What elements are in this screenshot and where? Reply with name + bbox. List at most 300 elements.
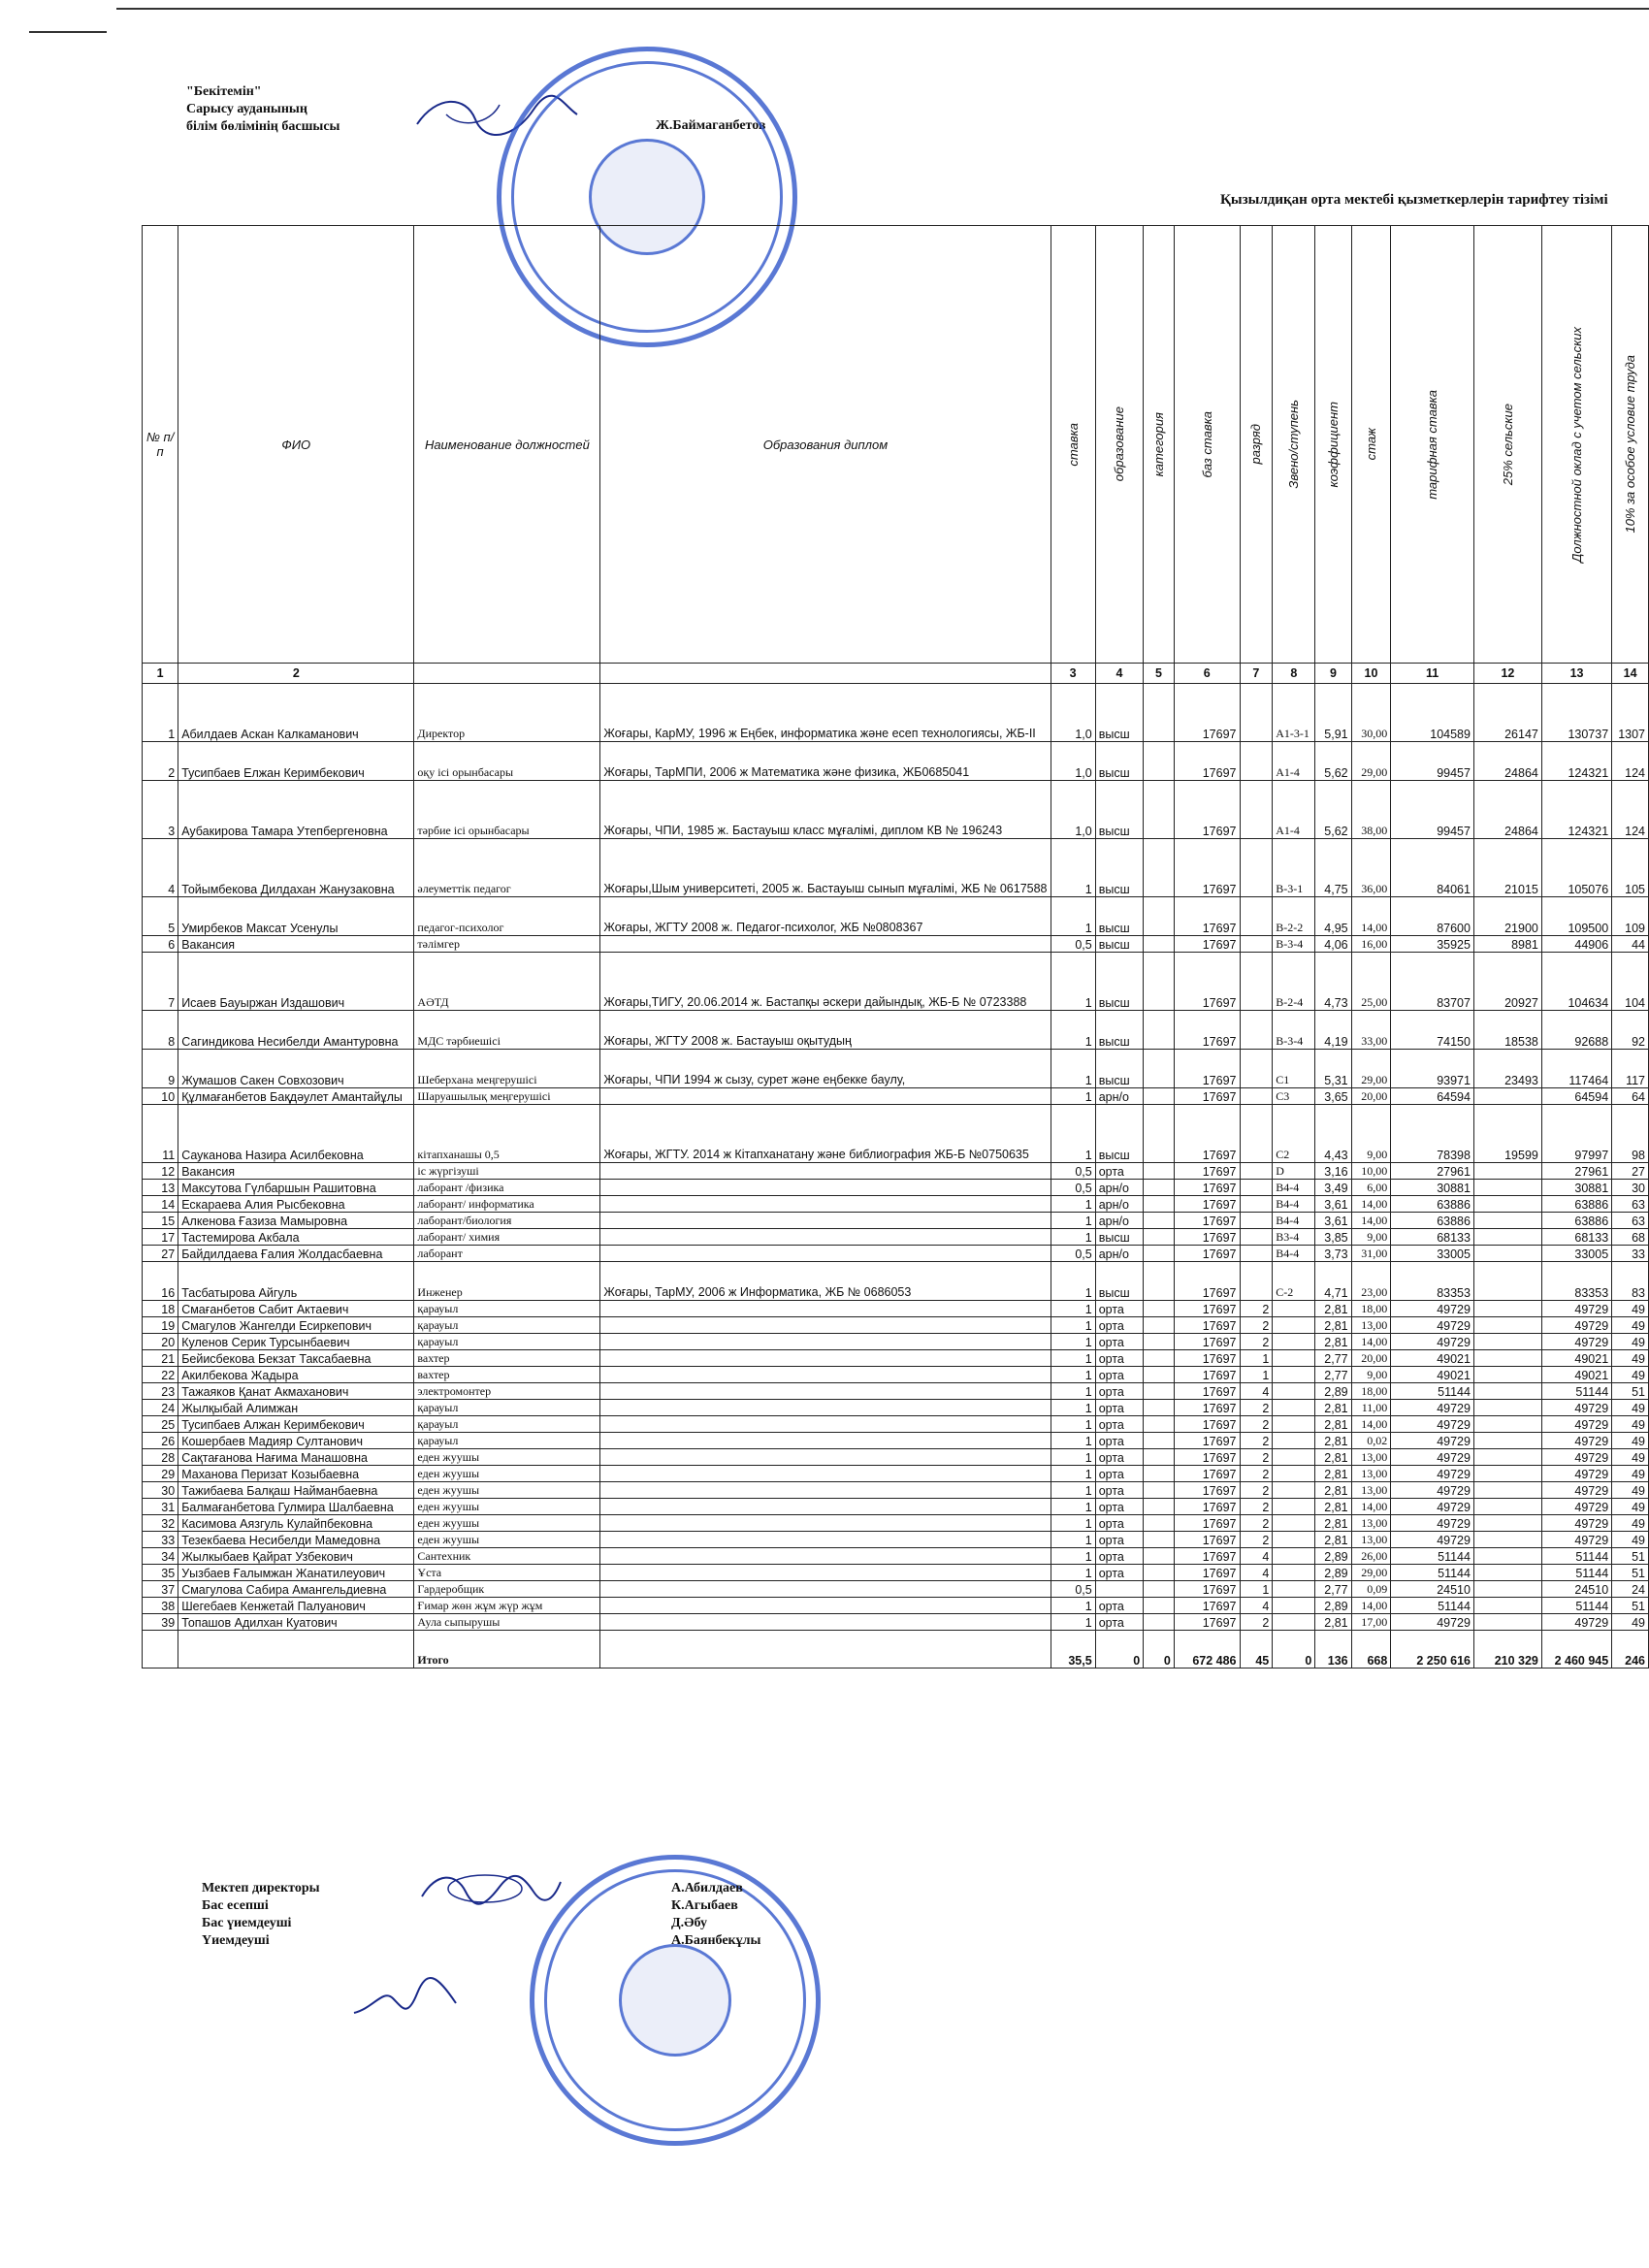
colnum-empty [600, 664, 1051, 684]
row-zveno: В-3-1 [1273, 839, 1315, 897]
row-baz-stavka: 17697 [1174, 897, 1240, 936]
signer-role: Мектеп директоры [202, 1881, 320, 1895]
row-zveno [1273, 1581, 1315, 1598]
row-usloviya: 49 [1612, 1317, 1649, 1334]
row-stavka: 1 [1051, 1350, 1095, 1367]
row-baz-stavka: 17697 [1174, 1367, 1240, 1383]
row-position: іс жүргізуші [414, 1163, 600, 1180]
row-selskie [1473, 1548, 1541, 1565]
row-stazh: 18,00 [1351, 1383, 1391, 1400]
row-usloviya: 117 [1612, 1050, 1649, 1088]
row-education [600, 1499, 1051, 1515]
row-stazh: 11,00 [1351, 1400, 1391, 1416]
row-obrazovanie: высш [1095, 684, 1144, 742]
row-education [600, 1383, 1051, 1400]
row-baz-stavka: 17697 [1174, 1213, 1240, 1229]
row-baz-stavka: 17697 [1174, 953, 1240, 1011]
row-selskie: 20927 [1473, 953, 1541, 1011]
row-stavka: 1 [1051, 897, 1095, 936]
row-kategoria [1144, 1317, 1175, 1334]
row-zveno [1273, 1499, 1315, 1515]
row-stavka: 1 [1051, 1262, 1095, 1301]
row-fio: Акилбекова Жадыра [178, 1367, 414, 1383]
row-stazh: 13,00 [1351, 1317, 1391, 1334]
row-position: қарауыл [414, 1317, 600, 1334]
row-koef: 3,73 [1315, 1246, 1351, 1262]
top-rule [116, 8, 1649, 10]
row-fio: Шегебаев Кенжетай Палуанович [178, 1598, 414, 1614]
row-stazh: 6,00 [1351, 1180, 1391, 1196]
row-stazh: 14,00 [1351, 1334, 1391, 1350]
row-selskie [1473, 1301, 1541, 1317]
row-usloviya: 124 [1612, 781, 1649, 839]
table-row [143, 1598, 1649, 1614]
row-stavka: 0,5 [1051, 1581, 1095, 1598]
row-education [600, 1213, 1051, 1229]
row-stavka: 1 [1051, 1105, 1095, 1163]
row-stazh: 9,00 [1351, 1367, 1391, 1383]
row-fio: Смагулова Сабира Амангельдиевна [178, 1581, 414, 1598]
row-usloviya: 49 [1612, 1350, 1649, 1367]
row-education [600, 1581, 1051, 1598]
row-selskie: 21900 [1473, 897, 1541, 936]
colnum-13: 13 [1541, 664, 1611, 684]
row-oklad: 49021 [1541, 1350, 1611, 1367]
row-stazh: 9,00 [1351, 1105, 1391, 1163]
row-usloviya: 68 [1612, 1229, 1649, 1246]
row-kategoria [1144, 1383, 1175, 1400]
row-tarif: 49729 [1391, 1532, 1474, 1548]
row-zveno: В-3-4 [1273, 936, 1315, 953]
row-position: еден жуушы [414, 1449, 600, 1466]
row-tarif: 83707 [1391, 953, 1474, 1011]
table-row [143, 1317, 1649, 1334]
row-stazh: 14,00 [1351, 1213, 1391, 1229]
row-number: 22 [143, 1367, 178, 1383]
row-koef: 2,77 [1315, 1350, 1351, 1367]
row-stazh: 26,00 [1351, 1548, 1391, 1565]
row-zveno: С2 [1273, 1105, 1315, 1163]
row-baz-stavka: 17697 [1174, 1088, 1240, 1105]
row-position: лаборант /физика [414, 1180, 600, 1196]
row-razryad: 1 [1240, 1350, 1273, 1367]
row-number: 33 [143, 1532, 178, 1548]
row-oklad: 51144 [1541, 1565, 1611, 1581]
row-tarif: 99457 [1391, 781, 1474, 839]
row-tarif: 51144 [1391, 1565, 1474, 1581]
row-stazh: 29,00 [1351, 1565, 1391, 1581]
table-row [143, 1011, 1649, 1050]
row-obrazovanie: орта [1095, 1614, 1144, 1631]
row-stazh: 13,00 [1351, 1532, 1391, 1548]
row-koef: 2,81 [1315, 1614, 1351, 1631]
row-baz-stavka: 17697 [1174, 1499, 1240, 1515]
row-fio: Тусипбаев Алжан Керимбекович [178, 1416, 414, 1433]
row-oklad: 124321 [1541, 742, 1611, 781]
row-position: МДС тәрбиешісі [414, 1011, 600, 1050]
row-koef: 4,19 [1315, 1011, 1351, 1050]
row-razryad [1240, 781, 1273, 839]
row-obrazovanie: арн/о [1095, 1088, 1144, 1105]
row-usloviya: 49 [1612, 1515, 1649, 1532]
row-number: 20 [143, 1334, 178, 1350]
table-row [143, 1213, 1649, 1229]
row-zveno [1273, 1515, 1315, 1532]
department-head-name: Ж.Баймаганбетов [656, 118, 766, 133]
row-baz-stavka: 17697 [1174, 1229, 1240, 1246]
header-stavka: ставка [1051, 226, 1095, 664]
row-razryad: 4 [1240, 1548, 1273, 1565]
row-razryad [1240, 1229, 1273, 1246]
header-row [143, 226, 1649, 664]
signer-role: Үиемдеуші [202, 1933, 270, 1948]
row-position: Инженер [414, 1262, 600, 1301]
row-obrazovanie: орта [1095, 1466, 1144, 1482]
row-position: әлеуметтік педагог [414, 839, 600, 897]
row-education [600, 1334, 1051, 1350]
tariff-table [142, 225, 1649, 1669]
colnum-2: 2 [178, 664, 414, 684]
row-obrazovanie: арн/о [1095, 1180, 1144, 1196]
row-number: 18 [143, 1301, 178, 1317]
row-kategoria [1144, 1350, 1175, 1367]
row-education [600, 1400, 1051, 1416]
row-position: лаборант/ химия [414, 1229, 600, 1246]
table-row [143, 742, 1649, 781]
column-number-row [143, 664, 1649, 684]
row-position: оқу ісі орынбасары [414, 742, 600, 781]
row-fio: Вакансия [178, 936, 414, 953]
row-education [600, 1196, 1051, 1213]
row-stazh: 17,00 [1351, 1614, 1391, 1631]
signer-name: А.Абилдаев [671, 1881, 743, 1895]
row-razryad: 2 [1240, 1499, 1273, 1515]
row-tarif: 78398 [1391, 1105, 1474, 1163]
row-baz-stavka: 17697 [1174, 1532, 1240, 1548]
row-kategoria [1144, 1163, 1175, 1180]
row-position: еден жуушы [414, 1499, 600, 1515]
row-stazh: 9,00 [1351, 1229, 1391, 1246]
row-fio: Байдилдаева Ғалия Жолдасбаевна [178, 1246, 414, 1262]
row-stavka: 1 [1051, 1301, 1095, 1317]
colnum-7: 7 [1240, 664, 1273, 684]
row-obrazovanie: орта [1095, 1548, 1144, 1565]
row-selskie [1473, 1499, 1541, 1515]
colnum-14: 14 [1612, 664, 1649, 684]
row-tarif: 49729 [1391, 1433, 1474, 1449]
row-stazh: 0,02 [1351, 1433, 1391, 1449]
table-row [143, 897, 1649, 936]
row-tarif: 83353 [1391, 1262, 1474, 1301]
colnum-5: 5 [1144, 664, 1175, 684]
row-obrazovanie: орта [1095, 1433, 1144, 1449]
row-position: Ғимар жөн жұм жүр жұм [414, 1598, 600, 1614]
row-oklad: 49729 [1541, 1301, 1611, 1317]
row-education: Жоғары,ТИГУ, 20.06.2014 ж. Бастапқы әскери дайындық, ЖБ-Б № 0723388 [600, 953, 1051, 1011]
row-selskie [1473, 1350, 1541, 1367]
row-razryad: 2 [1240, 1482, 1273, 1499]
row-stazh: 14,00 [1351, 1416, 1391, 1433]
row-oklad: 30881 [1541, 1180, 1611, 1196]
header-zveno: Звено/ступень [1273, 226, 1315, 664]
row-oklad: 49729 [1541, 1532, 1611, 1548]
total-selskie: 210 329 [1473, 1631, 1541, 1669]
row-razryad [1240, 1088, 1273, 1105]
row-usloviya: 49 [1612, 1301, 1649, 1317]
row-tarif: 49729 [1391, 1416, 1474, 1433]
row-selskie [1473, 1416, 1541, 1433]
accountant-signature [349, 1969, 466, 2023]
row-obrazovanie: орта [1095, 1532, 1144, 1548]
row-oklad: 49021 [1541, 1367, 1611, 1383]
row-obrazovanie: арн/о [1095, 1213, 1144, 1229]
row-razryad: 2 [1240, 1449, 1273, 1466]
approval-block [186, 83, 340, 136]
row-oklad: 63886 [1541, 1213, 1611, 1229]
row-usloviya: 49 [1612, 1499, 1649, 1515]
row-baz-stavka: 17697 [1174, 1598, 1240, 1614]
row-oklad: 97997 [1541, 1105, 1611, 1163]
row-tarif: 33005 [1391, 1246, 1474, 1262]
row-oklad: 49729 [1541, 1317, 1611, 1334]
row-number: 12 [143, 1163, 178, 1180]
row-razryad: 2 [1240, 1400, 1273, 1416]
row-selskie [1473, 1400, 1541, 1416]
row-stavka: 0,5 [1051, 936, 1095, 953]
row-education [600, 1449, 1051, 1466]
row-selskie: 24864 [1473, 781, 1541, 839]
row-kategoria [1144, 1213, 1175, 1229]
signer-name: А.Баянбекұлы [671, 1933, 761, 1948]
row-kategoria [1144, 1050, 1175, 1088]
row-stavka: 1,0 [1051, 742, 1095, 781]
row-obrazovanie: орта [1095, 1482, 1144, 1499]
row-koef: 2,81 [1315, 1532, 1351, 1548]
row-stavka: 1 [1051, 1050, 1095, 1088]
row-obrazovanie: высш [1095, 742, 1144, 781]
table-row [143, 1050, 1649, 1088]
row-education: Жоғары, КарМУ, 1996 ж Еңбек, информатика және есеп технологиясы, ЖБ-II [600, 684, 1051, 742]
row-zveno [1273, 1433, 1315, 1449]
row-fio: Исаев Бауыржан Издашович [178, 953, 414, 1011]
row-selskie [1473, 1383, 1541, 1400]
row-fio: Максутова Гүлбаршын Рашитовна [178, 1180, 414, 1196]
table-row [143, 1433, 1649, 1449]
row-razryad: 4 [1240, 1565, 1273, 1581]
total-kategoria: 0 [1144, 1631, 1175, 1669]
row-number: 28 [143, 1449, 178, 1466]
row-kategoria [1144, 1334, 1175, 1350]
row-stazh: 14,00 [1351, 1499, 1391, 1515]
row-stazh: 13,00 [1351, 1449, 1391, 1466]
row-baz-stavka: 17697 [1174, 1383, 1240, 1400]
row-selskie: 19599 [1473, 1105, 1541, 1163]
table-row [143, 953, 1649, 1011]
row-obrazovanie: высш [1095, 781, 1144, 839]
row-tarif: 49729 [1391, 1334, 1474, 1350]
colnum-4: 4 [1095, 664, 1144, 684]
row-stazh: 38,00 [1351, 781, 1391, 839]
table-row [143, 839, 1649, 897]
row-position: Аула сыпырушы [414, 1614, 600, 1631]
row-number: 15 [143, 1213, 178, 1229]
row-kategoria [1144, 1262, 1175, 1301]
row-obrazovanie: орта [1095, 1163, 1144, 1180]
table-row [143, 1246, 1649, 1262]
row-razryad [1240, 1011, 1273, 1050]
row-razryad: 4 [1240, 1383, 1273, 1400]
row-number: 39 [143, 1614, 178, 1631]
table-row [143, 1105, 1649, 1163]
row-zveno [1273, 1466, 1315, 1482]
row-zveno [1273, 1598, 1315, 1614]
row-baz-stavka: 17697 [1174, 1011, 1240, 1050]
row-obrazovanie: высш [1095, 1105, 1144, 1163]
header-razryad: разряд [1240, 226, 1273, 664]
table-row [143, 1163, 1649, 1180]
row-usloviya: 49 [1612, 1400, 1649, 1416]
row-tarif: 49021 [1391, 1367, 1474, 1383]
row-zveno: D [1273, 1163, 1315, 1180]
row-razryad [1240, 684, 1273, 742]
row-kategoria [1144, 1598, 1175, 1614]
row-stavka: 1 [1051, 1449, 1095, 1466]
row-usloviya: 49 [1612, 1433, 1649, 1449]
row-zveno [1273, 1334, 1315, 1350]
row-oklad: 33005 [1541, 1246, 1611, 1262]
total-row [143, 1631, 1649, 1669]
colnum-3: 3 [1051, 664, 1095, 684]
row-usloviya: 51 [1612, 1548, 1649, 1565]
row-position: лаборант/ информатика [414, 1196, 600, 1213]
row-kategoria [1144, 1548, 1175, 1565]
row-tarif: 51144 [1391, 1548, 1474, 1565]
total-koef: 136 [1315, 1631, 1351, 1669]
row-number: 10 [143, 1088, 178, 1105]
row-baz-stavka: 17697 [1174, 1482, 1240, 1499]
row-kategoria [1144, 1482, 1175, 1499]
row-kategoria [1144, 1449, 1175, 1466]
row-position: Директор [414, 684, 600, 742]
row-fio: Ескараева Алия Рысбековна [178, 1196, 414, 1213]
total-label: Итого [414, 1631, 600, 1669]
row-razryad [1240, 897, 1273, 936]
row-baz-stavka: 17697 [1174, 1301, 1240, 1317]
row-koef: 2,81 [1315, 1482, 1351, 1499]
row-oklad: 105076 [1541, 839, 1611, 897]
row-number: 35 [143, 1565, 178, 1581]
row-position: қарауыл [414, 1301, 600, 1317]
row-selskie [1473, 1317, 1541, 1334]
row-oklad: 49729 [1541, 1515, 1611, 1532]
row-position: педагог-психолог [414, 897, 600, 936]
row-tarif: 49729 [1391, 1466, 1474, 1482]
row-oklad: 104634 [1541, 953, 1611, 1011]
row-oklad: 117464 [1541, 1050, 1611, 1088]
table-row [143, 1614, 1649, 1631]
table-row [143, 684, 1649, 742]
row-stavka: 1 [1051, 1011, 1095, 1050]
row-zveno: В-2-2 [1273, 897, 1315, 936]
row-stavka: 1 [1051, 953, 1095, 1011]
row-number: 14 [143, 1196, 178, 1213]
row-usloviya: 49 [1612, 1532, 1649, 1548]
row-stavka: 1,0 [1051, 781, 1095, 839]
header-baz-stavka: баз ставка [1174, 226, 1240, 664]
row-position: қарауыл [414, 1334, 600, 1350]
colnum-8: 8 [1273, 664, 1315, 684]
row-baz-stavka: 17697 [1174, 1163, 1240, 1180]
row-stavka: 1 [1051, 1433, 1095, 1449]
row-usloviya: 1307 [1612, 684, 1649, 742]
row-stazh: 14,00 [1351, 1196, 1391, 1213]
row-baz-stavka: 17697 [1174, 1105, 1240, 1163]
row-fio: Жумашов Сакен Совхозович [178, 1050, 414, 1088]
row-tarif: 49729 [1391, 1482, 1474, 1499]
row-fio: Балмағанбетова Гулмира Шалбаевна [178, 1499, 414, 1515]
total-cell-empty [143, 1631, 178, 1669]
row-number: 31 [143, 1499, 178, 1515]
row-fio: Тастемирова Акбала [178, 1229, 414, 1246]
row-razryad: 2 [1240, 1416, 1273, 1433]
row-baz-stavka: 17697 [1174, 1416, 1240, 1433]
row-position: электромонтер [414, 1383, 600, 1400]
row-koef: 2,77 [1315, 1581, 1351, 1598]
row-zveno [1273, 1482, 1315, 1499]
row-koef: 2,89 [1315, 1565, 1351, 1581]
row-education: Жоғары, ЖГТУ 2008 ж. Бастауыш оқытудың [600, 1011, 1051, 1050]
row-razryad [1240, 1105, 1273, 1163]
row-zveno: В4-4 [1273, 1213, 1315, 1229]
row-usloviya: 64 [1612, 1088, 1649, 1105]
row-fio: Сақтағанова Нағима Манашовна [178, 1449, 414, 1466]
row-tarif: 51144 [1391, 1383, 1474, 1400]
row-zveno [1273, 1350, 1315, 1367]
signer-role: Бас есепші [202, 1898, 269, 1913]
colnum-12: 12 [1473, 664, 1541, 684]
row-stavka: 1 [1051, 1213, 1095, 1229]
row-tarif: 30881 [1391, 1180, 1474, 1196]
row-selskie [1473, 1614, 1541, 1631]
row-selskie [1473, 1196, 1541, 1213]
row-baz-stavka: 17697 [1174, 1262, 1240, 1301]
header-fio: ФИО [178, 226, 414, 664]
row-education [600, 1614, 1051, 1631]
row-baz-stavka: 17697 [1174, 1246, 1240, 1262]
row-kategoria [1144, 1581, 1175, 1598]
row-oklad: 124321 [1541, 781, 1611, 839]
row-stavka: 1 [1051, 1383, 1095, 1400]
row-stazh: 33,00 [1351, 1011, 1391, 1050]
row-fio: Тезекбаева Несибелди Мамедовна [178, 1532, 414, 1548]
row-stazh: 0,09 [1351, 1581, 1391, 1598]
row-stavka: 1 [1051, 1416, 1095, 1433]
row-fio: Аубакирова Тамара Утепбергеновна [178, 781, 414, 839]
row-stazh: 29,00 [1351, 1050, 1391, 1088]
row-position: кітапханашы 0,5 [414, 1105, 600, 1163]
total-tarif: 2 250 616 [1391, 1631, 1474, 1669]
row-tarif: 49729 [1391, 1515, 1474, 1532]
row-education: Жоғары, ЖГТУ. 2014 ж Кітапханатану және библиография ЖБ-Б №0750635 [600, 1105, 1051, 1163]
row-position: қарауыл [414, 1433, 600, 1449]
row-usloviya: 51 [1612, 1383, 1649, 1400]
row-stazh: 13,00 [1351, 1482, 1391, 1499]
row-stavka: 1 [1051, 1532, 1095, 1548]
table-row [143, 936, 1649, 953]
row-zveno [1273, 1416, 1315, 1433]
row-zveno: С3 [1273, 1088, 1315, 1105]
row-usloviya: 49 [1612, 1334, 1649, 1350]
